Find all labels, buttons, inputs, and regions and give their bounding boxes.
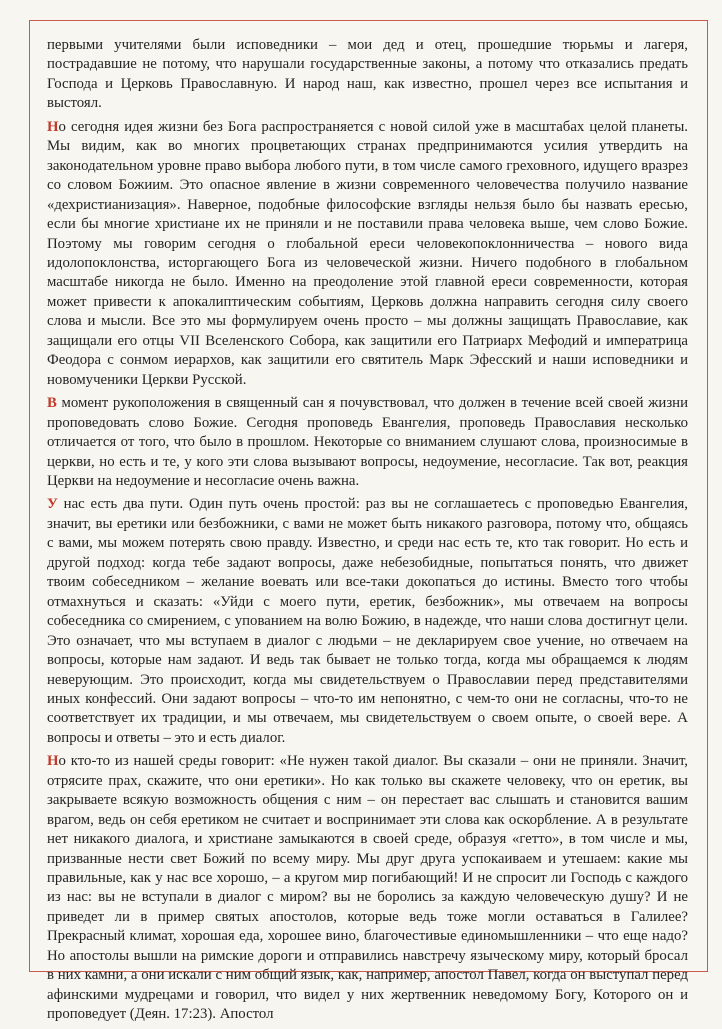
paragraph-2 bbox=[47, 118, 688, 390]
paragraph-3-text: момент рукоположения в священный сан я почувствовал, что должен в течение всей своей жизни проповедовать слово Божие. Сегодня проповедь Евангелия, проповедь Православия несколько отличается от того, что было в прошлом. Некоторые со вниманием слушают слова, произносимые в церкви, но есть и те, у кого эти слова вызывают вопросы, недоумение, несогласие. Так вот, реакция Церкви на недоумение и несогласие очень важна. bbox=[47, 395, 688, 489]
paragraph-3 bbox=[47, 394, 688, 491]
paragraph-3-initial: В bbox=[47, 395, 57, 412]
paragraph-4-text: нас есть два пути. Один путь очень простой: раз вы не соглашаетесь с проповедью Евангелия, значит, вы еретики или безбожники, с вами не может быть никакого разговора, потому что, общаясь с вами, мы можем потерять свою правду. Известно, и среди нас есть те, кто так говорит. Но есть и другой подход: когда тебе задают вопросы, даже небезобидные, попытаться понять, что движет твоим собеседником – желание воевать или все-таки докопаться до истины. Вместо того чтобы отмахнуться и сказать: «Уйди с моего пути, еретик, безбожник», мы отвечаем на вопросы собеседника со смирением, с упованием на волю Божию, в надежде, что наши слова достигнут цели. Это означает, что мы вступаем в диалог с людьми – не декларируем свое учение, но отвечаем на вопросы, которые нам задают. И ведь так бывает не только тогда, когда мы обращаемся к людям неверующим. Это происходит, когда мы свидетельствуем о Православии перед представителями иных конфессий. Они задают вопросы – что-то им непонятно, с чем-то они не согласны, что-то не соответствует их традиции, и мы отвечаем, мы свидетельствуем о своем опыте, о своей вере. А вопросы и ответы – это и есть диалог. bbox=[47, 496, 688, 746]
paragraph-5 bbox=[47, 752, 688, 1024]
paragraph-5-text: о кто-то из нашей среды говорит: «Не нужен такой диалог. Вы сказали – они не приняли. Значит, отрясите прах, скажите, что они еретики». Но как только вы скажете человеку, что он еретик, вы закрываете всякую возможность общения с ним – он перестает вас слышать и становится вашим врагом, ведь он себя еретиком не считает и воспринимает эти слова как оскорбление. А в результате нет никакого диалога, и христиане замыкаются в своей среде, образуя «гетто», в том числе и мы, призванные нести свет Божий по всему миру. Мы друг друга успокаиваем и утешаем: какие мы правильные, как у нас все хорошо, – а кругом мир погибающий! И не спросит ли Господь с каждого из нас: вы не вступали в диалог с миром? вы не боролись за каждую человеческую душу? И не приведет ли в пример святых апостолов, которые ведь тоже могли оставаться в Галилее? Прекрасный климат, хорошая еда, хорошее вино, благочестивые единомышленники – что еще надо? Но апостолы вышли на римские дороги и отправились навстречу языческому миру, который бросал в них камни, а они искали с ним общий язык, как, например, апостол Павел, когда он выступал перед афинскими мудрецами и говорил, что видел у них жертвенник неведомому Богу, Которого он и проповедует (Деян. 17:23). Апостол bbox=[47, 753, 688, 1023]
paragraph-2-initial: Н bbox=[47, 118, 59, 135]
paragraph-1-text: первыми учителями были исповедники – мои дед и отец, прошедшие тюрьмы и лагеря, пострадавшие не потому, что нарушали государственные законы, а потому что отказались предать Господа и Церковь Православную. И народ наш, как известно, прошел через все испытания и выстоял. bbox=[47, 37, 688, 112]
paragraph-1 bbox=[47, 36, 688, 114]
paragraph-2-text: о сегодня идея жизни без Бога распространяется с новой силой уже в масштабах целой планеты. Мы видим, как во многих процветающих странах предпринимаются усилия утвердить на законодательном уровне право выбора любого пути, в том числе самого греховного, идущего вразрез со словом Божиим. Это опасное явление в жизни современного человечества получило название «дехристианизация». Наверное, подобные философские взгляды нельзя было бы назвать ересью, если бы многие христиане их не приняли и не поставили права человека выше, чем слово Божие. Поэтому мы говорим сегодня о глобальной ереси человекопоклонничества – нового вида идолопоклонства, исторгающего Бога из человеческой жизни. Ничего подобного в глобальном масштабе никогда не было. Именно на преодоление этой главной ереси современности, которая может привести к апокалиптическим событиям, Церковь должна направить сегодня силу своего слова и мысли. Все это мы формулируем очень просто – мы должны защищать Православие, как защищали его отцы VII Вселенского Собора, как защитили его Патриарх Мефодий и императрица Феодора с сонмом иерархов, как защитили его святитель Марк Эфесский и наши исповедники и новомученики Церкви Русской. bbox=[47, 118, 688, 388]
paragraph-4 bbox=[47, 495, 688, 748]
paragraph-5-initial: Н bbox=[47, 753, 59, 770]
paragraph-4-initial: У bbox=[47, 496, 58, 513]
body-text bbox=[47, 36, 688, 1029]
